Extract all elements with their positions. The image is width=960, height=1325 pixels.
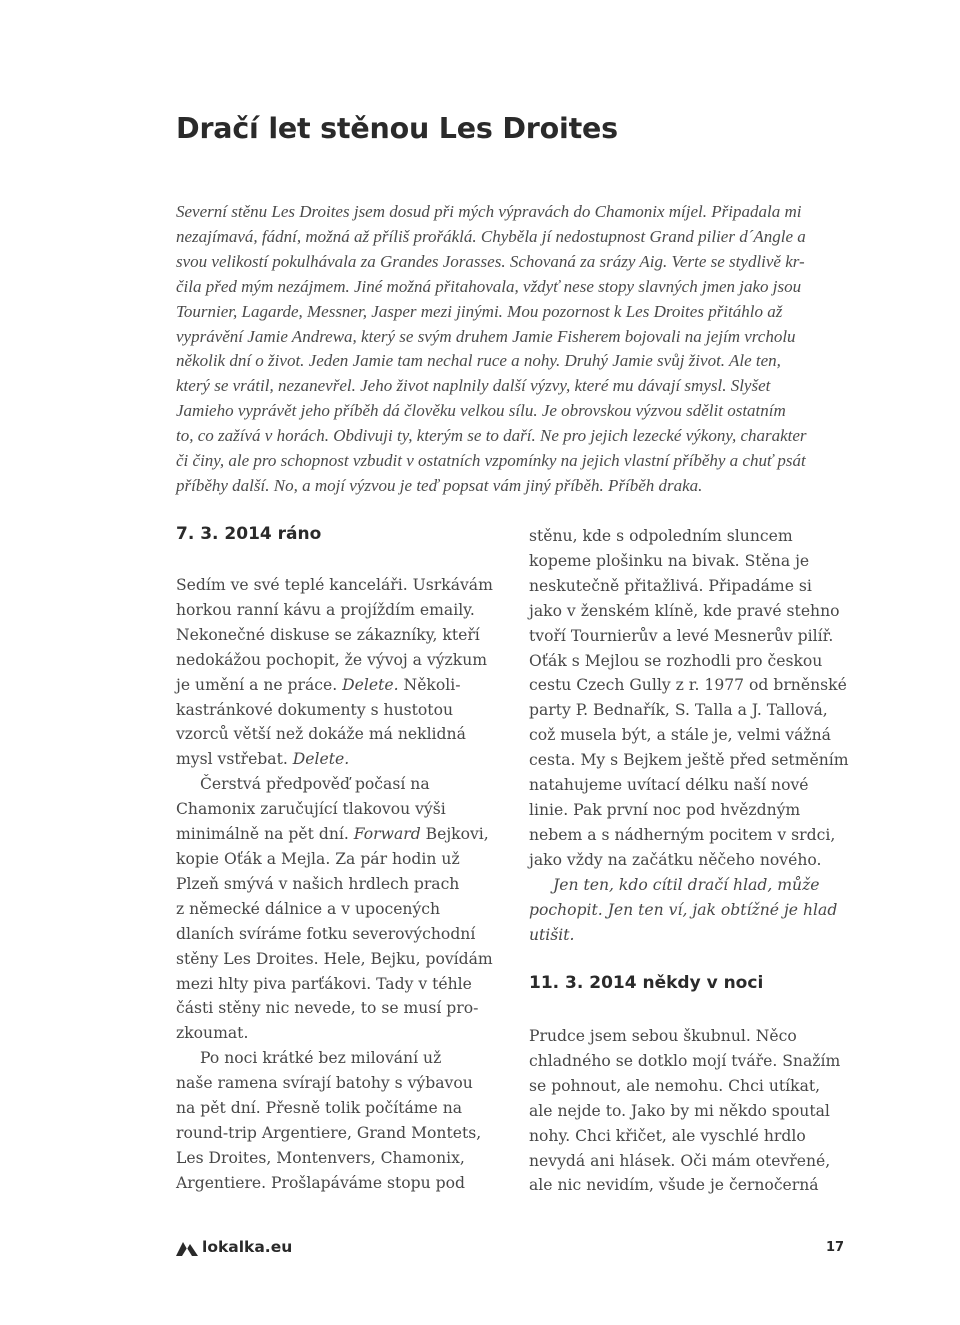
intro-line: několik dní o život. Jeden Jamie tam nechal ruce a nohy. Druhý Jamie svůj život. Ale ten, <box>176 351 781 371</box>
body-line: jako vždy na začátku něčeho nového. <box>529 850 822 869</box>
mountain-logo-icon <box>176 1238 198 1256</box>
intro-line: nezajímavá, fádní, možná až příliš prořáklá. Chyběla jí nedostupnost Grand pilier d´Angle a <box>176 226 806 246</box>
intro-line: Jamieho vyprávět jeho příběh dá člověku velkou sílu. Je obrovskou výzvou sdělit ostatním <box>176 401 786 421</box>
body-line: kastránkové dokumenty s hustotou <box>176 700 453 719</box>
body-line: cesta. My s Bejkem ještě před setměním <box>529 751 849 770</box>
intro-line: či činy, ale pro schopnost vzbudit v ostatních vzpomínky na jejich vlastní příběhy a chuť psát <box>176 451 806 471</box>
body-line: dlaních svíráme fotku severovýchodní <box>176 924 476 943</box>
body-line: Chamonix zaručující tlakovou výši <box>176 800 446 819</box>
body-line: zkoumat. <box>176 1024 249 1043</box>
right-column <box>529 524 849 947</box>
body-line: natahujeme uvítací délku naší nové <box>529 776 809 795</box>
intro-paragraph <box>176 200 844 499</box>
body-line: ale nic nevidím, všude je černočerná <box>529 1176 819 1195</box>
section-heading-morning: 7. 3. 2014 ráno <box>176 524 322 544</box>
body-text: Bejkovi, <box>425 825 489 844</box>
body-line: stěnu, kde s odpoledním sluncem <box>529 527 793 545</box>
body-line: cestu Czech Gully z r. 1977 od brněnské <box>529 676 847 695</box>
body-line: Oťák s Mejlou se rozhodli pro českou <box>529 651 823 670</box>
page-number: 17 <box>826 1240 845 1255</box>
intro-line: příběhy další. No, a mojí výzvou je teď popsat vám jiný příběh. Příběh draka. <box>176 475 703 495</box>
intro-line: Tournier, Lagarde, Messner, Jasper mezi jinými. Mou pozornost k Les Droites přitáhlo až <box>176 301 783 321</box>
body-line: Argentiere. Prošlapáváme stopu pod <box>176 1173 466 1192</box>
body-line: Po noci krátké bez milování už <box>200 1049 442 1068</box>
footer-logo[interactable] <box>176 1236 292 1258</box>
body-line: Les Droites, Montenvers, Chamonix, <box>176 1148 465 1167</box>
intro-line: to, co zažívá v horách. Obdivuji ty, kterým se to daří. Ne pro jejich lezecké výkony, charakter <box>176 426 807 446</box>
body-line: nebem a s nádherným pocitem v srdci, <box>529 825 836 844</box>
body-text: minimálně na pět dní. <box>176 825 349 844</box>
logo-text: lokalka.eu <box>202 1238 293 1256</box>
body-line: Čerstvá předpověď počasí na <box>200 775 430 794</box>
body-line: mezi hlty piva parťákovi. Tady v téhle <box>176 974 472 993</box>
body-line: z německé dálnice a v upocených <box>176 899 441 918</box>
intro-line: který se vrátil, nezanevřel. Jeho život naplnily další výzvy, které mu dávají smysl. Slyšet <box>176 376 771 396</box>
body-line: tvoří Tournierův a levé Mesnerův pilíř. <box>529 626 834 645</box>
right-column-continued <box>529 1024 849 1198</box>
italic-line: pochopit. Jen ten ví, jak obtížné je hlad <box>529 900 838 919</box>
intro-line: čila před mým nezájmem. Jiné možná přitahovala, vždyť nese stopy slavných jmen jako jsou <box>176 276 802 296</box>
body-line: nevydá ani hlásek. Oči mám otevřené, <box>529 1151 831 1170</box>
italic-word: Delete. <box>292 750 350 769</box>
body-text: je umění a ne práce. <box>176 675 338 694</box>
section-heading-night: 11. 3. 2014 někdy v noci <box>529 973 764 993</box>
italic-word: Delete. <box>342 675 399 694</box>
italic-line: utišit. <box>529 925 575 944</box>
body-line: naše ramena svírají batohy s výbavou <box>176 1074 473 1093</box>
body-line: vzorců větší než dokáže má neklidná <box>176 725 466 744</box>
body-line <box>176 673 496 698</box>
body-line: linie. Pak první noc pod hvězdným <box>529 800 801 819</box>
body-line: nedokážou pochopit, že vývoj a výzkum <box>176 650 488 669</box>
intro-line: svou velikostí pokulhávala za Grandes Jorasses. Schovaná za srázy Aig. Verte se stydlivě kr- <box>176 251 805 271</box>
body-line: horkou ranní kávu a projíždím emaily. <box>176 600 475 619</box>
body-text: mysl vstřebat. <box>176 750 288 769</box>
italic-word: Forward <box>353 825 421 844</box>
body-line: kopie Oťák a Mejla. Za pár hodin už <box>176 849 460 868</box>
body-line: části stěny nic nevede, to se musí pro- <box>176 999 479 1018</box>
body-line: Plzeň smývá v našich hrdlech prach <box>176 874 460 893</box>
body-line: neskutečně přitažlivá. Připadáme si <box>529 576 812 595</box>
left-column <box>176 573 496 1196</box>
body-line: round-trip Argentiere, Grand Montets, <box>176 1123 482 1142</box>
body-line: kopeme plošinku na bivak. Stěna je <box>529 551 810 570</box>
intro-line: vyprávění Jamie Andrewa, který se svým druhem Jamie Fisherem bojovali na jejím vrcholu <box>176 326 796 346</box>
body-line: což musela být, a stále je, velmi vážná <box>529 726 831 745</box>
body-text: Několi- <box>403 675 461 694</box>
italic-line: Jen ten, kdo cítil dračí hlad, může <box>553 875 820 894</box>
body-line: chladného se dotklo mojí tváře. Snažím <box>529 1051 841 1070</box>
body-line: stěny Les Droites. Hele, Bejku, povídám <box>176 949 493 968</box>
body-line <box>176 822 496 847</box>
body-line: Prudce jsem sebou škubnul. Něco <box>529 1027 797 1045</box>
body-line: se pohnout, ale nemohu. Chci utíkat, <box>529 1076 821 1095</box>
body-line: jako v ženském klíně, kde pravé stehno <box>529 601 840 620</box>
body-line: Sedím ve své teplé kanceláři. Usrkávám <box>176 576 493 594</box>
body-line: na pět dní. Přesně tolik počítáme na <box>176 1099 463 1118</box>
article-title: Dračí let stěnou Les Droites <box>176 112 618 145</box>
body-line: ale nejde to. Jako by mi někdo spoutal <box>529 1101 830 1120</box>
intro-line: Severní stěnu Les Droites jsem dosud při mých výpravách do Chamonix míjel. Připadala mi <box>176 202 802 221</box>
body-line: nohy. Chci křičet, ale vyschlé hrdlo <box>529 1126 806 1145</box>
body-line <box>176 747 496 772</box>
body-line: party P. Bednařík, S. Talla a J. Tallová, <box>529 701 828 720</box>
body-line: Nekonečné diskuse se zákazníky, kteří <box>176 625 480 644</box>
